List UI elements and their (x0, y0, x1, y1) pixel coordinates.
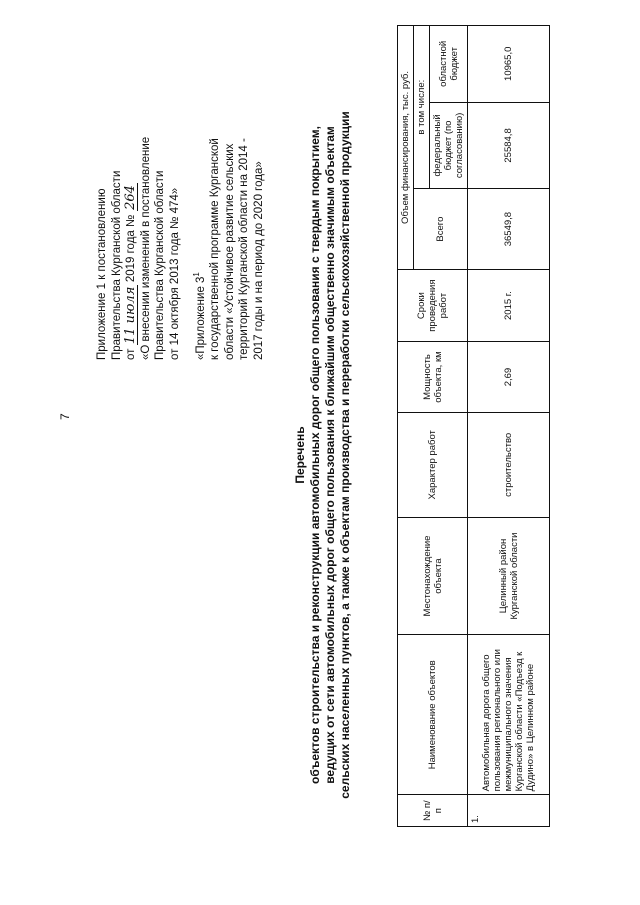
appendix-1-line: Приложение 1 к постановлению (96, 188, 108, 360)
header-funding: Объем финансирования, тыс. руб. (398, 26, 414, 270)
title-line: объектов строительства и реконструкции автомобильных дорог общего пользования с твердым покрытием, (308, 126, 322, 784)
objects-table (397, 25, 550, 827)
cell-total: 36549,8 (468, 189, 550, 270)
header-regional: областной бюджет (430, 26, 468, 103)
cell-federal: 25584,8 (468, 102, 550, 189)
appendix-2-line: 2017 годы и на период до 2020 года» (252, 161, 265, 360)
page-number: 7 (58, 413, 72, 420)
title-line: Перечень (293, 426, 307, 484)
handwritten-date: 11 июля (123, 286, 138, 345)
appendix-1-block (95, 30, 182, 360)
cell-num: 1. (468, 795, 550, 827)
appendix-1-line: Правительства Курганской области (110, 170, 123, 360)
appendix-1-line: Правительства Курганской области (154, 170, 166, 360)
appendix-2-line: области «Устойчивое развитие сельских (223, 143, 236, 360)
cell-location: Целинный район Курганской области (468, 517, 550, 634)
appendix-2-block (190, 30, 266, 360)
appendix-2-line (190, 30, 208, 360)
table-row (468, 26, 550, 827)
header-capacity: Мощность объекта, км (398, 342, 468, 412)
header-including: в том числе: (414, 26, 430, 189)
cell-term: 2015 г. (468, 269, 550, 341)
appendix-2-title: «Приложение 3 (194, 276, 207, 360)
header-num: № п/п (398, 795, 468, 827)
document-title (293, 45, 353, 865)
cell-capacity: 2,69 (468, 342, 550, 412)
title-line: сельских населенных пунктов, а также к объектам производства и переработки сельскохозяйственной продукции (338, 111, 352, 799)
cell-work: строительство (468, 412, 550, 517)
appendix-1-line: от 14 октября 2013 года № 474» (168, 187, 181, 360)
appendix-1-line: «О внесении изменений в постановление (139, 136, 152, 360)
date-prefix: от (125, 348, 137, 360)
header-term: Сроки проведения работ (398, 269, 468, 341)
appendix-1-date-line (124, 30, 139, 360)
header-location: Местонахождение объекта (398, 517, 468, 634)
header-federal: федеральный бюджет (по согласованию) (430, 102, 468, 189)
appendix-2-sup: 1 (192, 272, 201, 277)
appendix-2-line: территорий Курганской области на 2014 - (238, 138, 251, 360)
header-work: Характер работ (398, 412, 468, 517)
header-name: Наименование объектов (398, 635, 468, 795)
table-header-row (398, 26, 414, 827)
appendix-2-line: к государственной программе Курганской (209, 138, 222, 360)
cell-name: Автомобильная дорога общего пользования регионального или межмуниципального значения Курганской области «Подъезд к Дудино» в Целинном районе (468, 635, 550, 795)
header-total: Всего (414, 189, 468, 270)
cell-regional: 10965,0 (468, 26, 550, 103)
date-mid: 2019 года № (125, 214, 137, 283)
title-line: ведущих от сети автомобильных дорог общего пользования к ближайшим общественно значимым объектам (323, 126, 337, 784)
handwritten-number: 264 (123, 185, 138, 210)
